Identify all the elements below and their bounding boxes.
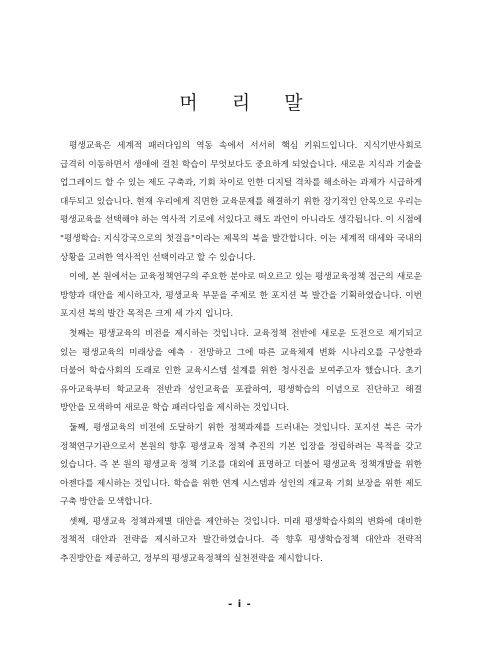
page-title: 머 리 말 [179, 92, 317, 114]
page-number: - i - [228, 599, 252, 610]
paragraph-purpose: 이에, 본 원에서는 교육정책연구의 주요한 분야로 떠오르고 있는 평생교육정책 접근의 새로운 방향과 대안을 제시하고자, 평생교육 부문을 주제로 한 포지션 북 발간을 기획하였습니다. 이번 포지션 북의 발간 목적은 크게 세 가지 입니다. [60, 272, 422, 320]
paragraph-intro: 평생교육은 세계적 패러다임의 역동 속에서 서서히 핵심 키워드입니다. 지식기반사회로 급격히 이동하면서 생애에 걸친 학습이 무엇보다도 중요하게 되었습니다. 새로운 지식과 기술을 업그레이드 할 수 있는 제도 구축과, 기회 차이로 인한 디지털 격차를 해소하는 과제가 시급하게 대두되고 있습니다. 현재 우리에게 직면한 교육문제를 해결하기 위한 장기적인 안목으로 우리는 평생교육을 선택해야 하는 역사적 기로에 서있다고 해도 과언이 아니라도 생각됩니다. 이 시점에 "평생학습: 지식강국으로의 첫걸음"이라는 제목의 북을 발간합니다. 이는 세계적 대세와 국내의 상황을 고려한 역사적인 선택이라고 할 수 있습니다. [60, 141, 422, 263]
paragraph-second: 둘째, 평생교육의 비전에 도달하기 위한 정책과제를 드러내는 것입니다. 포지션 북은 국가 정책연구기관으로서 본원의 향후 평생교육 정책 추진의 기본 입장을 정립하려는 목적을 갖고 있습니다. 즉 본 원의 평생교육 정책 기조를 대외에 표명하고 더불어 평생교육 정책개발을 위한 아젠다를 제시하는 것입니다. 학습을 위한 연계 시스템과 성인의 재교육 기회 보장을 위한 제도 구축 방안을 모색합니다. [60, 422, 422, 508]
paragraph-first: 첫째는 평생교육의 비전을 제시하는 것입니다. 교육정책 전반에 새로운 도전으로 제기되고 있는 평생교육의 미래상을 예측 · 전망하고 그에 따른 교육체제 변화 시나리오를 구상한과 더불어 학습사회의 도래로 인한 교육시스템 설계를 위한 청사진을 보여주고자 했습니다. 초기 유아교육부터 학교교육 전반과 성인교육을 포괄하여, 평생학습의 이념으로 진단하고 해결 방안을 모색하여 새로운 학습 패러다임을 제시하는 것입니다. [60, 328, 422, 414]
paragraph-third: 셋째, 평생교육 정책과제별 대안을 제안하는 것입니다. 미래 평생학습사회의 변화에 대비한 정책적 대안과 전략을 제시하고자 발간하였습니다. 즉 향후 평생학습정책 대안과 전략적 추진방안을 제공하고, 정부의 평생교육정책의 실천전략을 제시합니다. [60, 516, 422, 565]
document-page [60, 88, 422, 570]
